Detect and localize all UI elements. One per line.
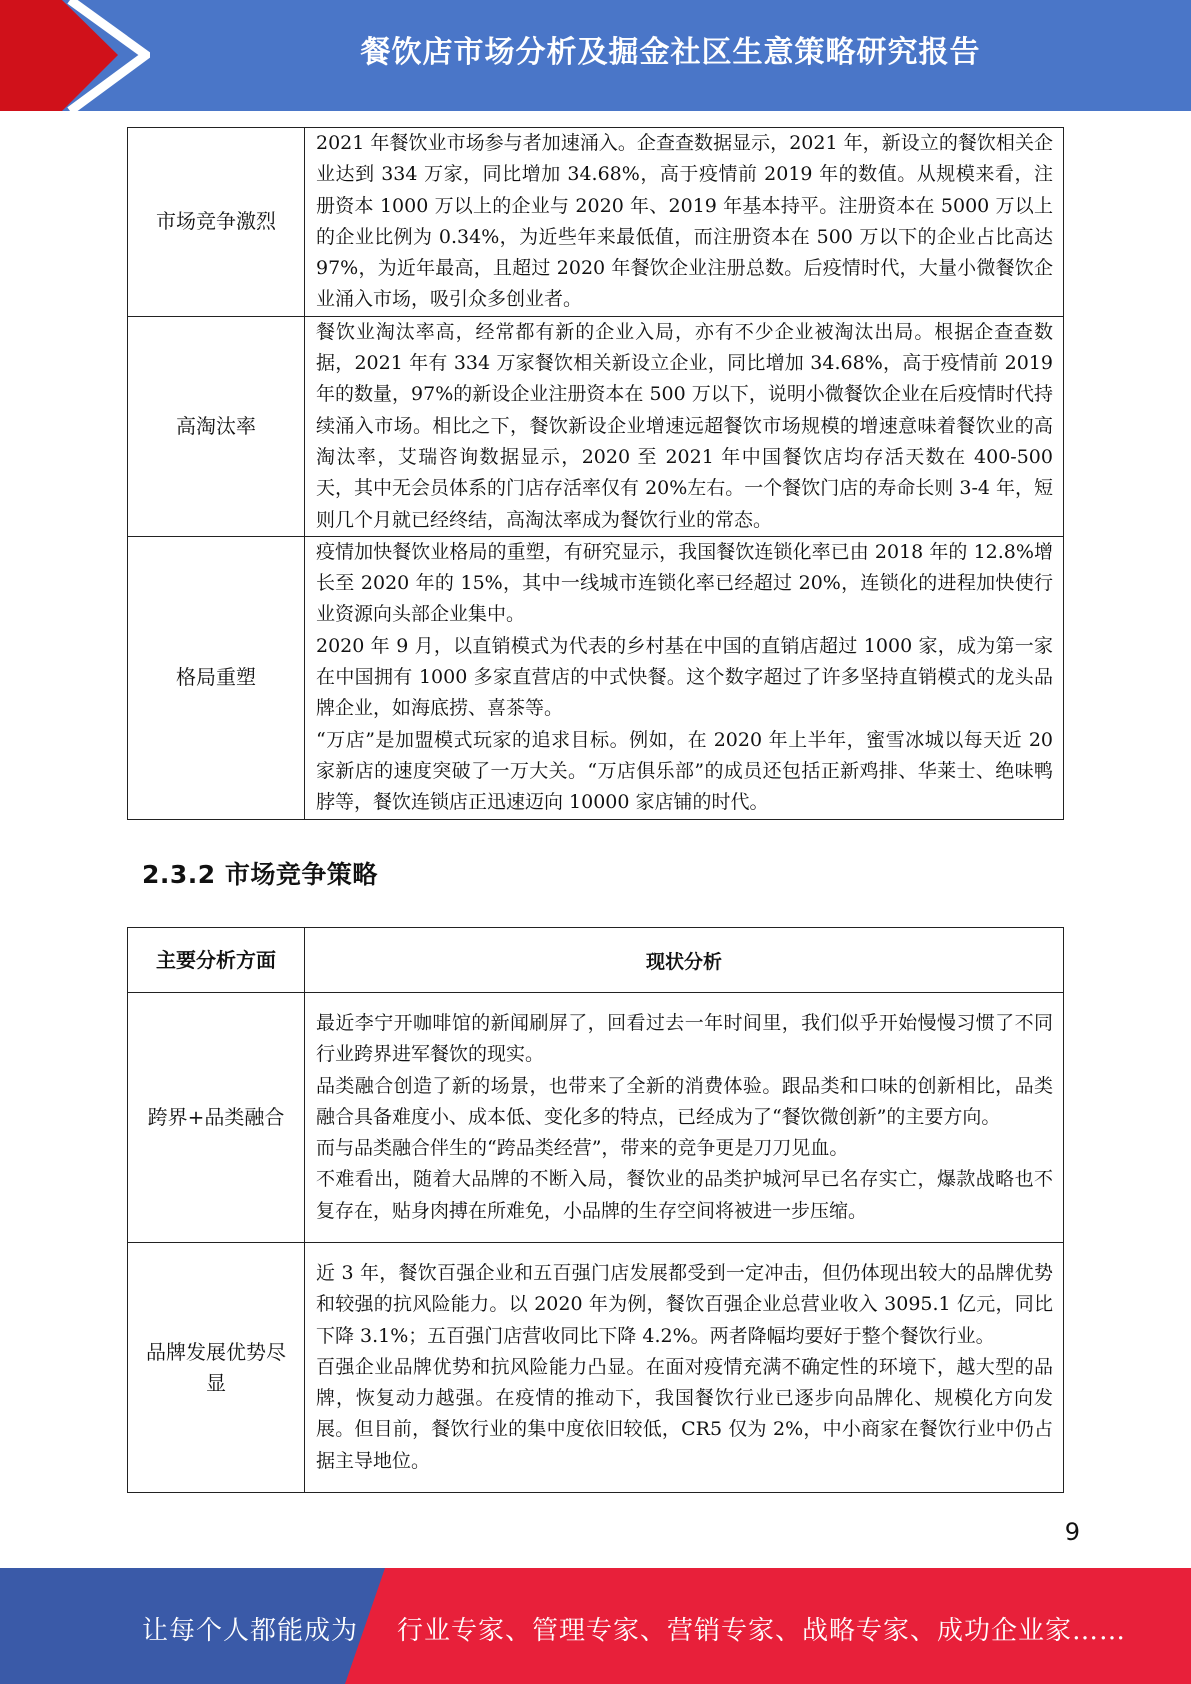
analysis-paragraph: 近 3 年，餐饮百强企业和五百强门店发展都受到一定冲击，但仍体现出较大的品牌优势和较强的抗风险能力。以 2020 年为例，餐饮百强企业总营业收入 3095.1 亿元，同比下降 3.1%；五百强门店营收同比下降 4.2%。两者降幅均要好于整个餐饮行业。 <box>316 1261 1053 1347</box>
aspect-cell: 高淘汰率 <box>128 316 305 536</box>
analysis-paragraph: 2021 年餐饮业市场参与者加速涌入。企查查数据显示，2021 年，新设立的餐饮相关企业达到 334 万家，同比增加 34.68%，高于疫情前 2019 年的数值。从规模来看，注册资本 1000 万以上的企业与 2020 年、2019 年基本持平。注册资本在 5000 万以上的企业比例为 0.34%，为近些年来最低值，而注册资本在 500 万以下的企业占比高达 97%，为近年最高，且超过 2020 年餐饮企业注册总数。后疫情时代，大量小微餐饮企业涌入市场，吸引众多创业者。 <box>316 132 1053 311</box>
report-title: 餐饮店市场分析及掘金社区生意策略研究报告 <box>360 35 981 70</box>
table-row <box>128 1243 1064 1493</box>
header-arrow-decoration <box>0 0 150 111</box>
table-header-row <box>128 928 1064 993</box>
analysis-paragraph: 疫情加快餐饮业格局的重塑，有研究显示，我国餐饮连锁化率已由 2018 年的 12.8%增长至 2020 年的 15%，其中一线城市连锁化率已经超过 20%，连锁化的进程加快使行业资源向头部企业集中。 <box>316 540 1053 626</box>
analysis-paragraph: 百强企业品牌优势和抗风险能力凸显。在面对疫情充满不确定性的环境下，越大型的品牌，恢复动力越强。在疫情的推动下，我国餐饮行业已逐步向品牌化、规模化方向发展。但目前，餐饮行业的集中度依旧较低，CR5 仅为 2%，中小商家在餐饮行业中仍占据主导地位。 <box>316 1355 1053 1472</box>
table-row <box>128 993 1064 1243</box>
analysis-paragraph: 餐饮业淘汰率高，经常都有新的企业入局，亦有不少企业被淘汰出局。根据企查查数据，2021 年有 334 万家餐饮相关新设立企业，同比增加 34.68%，高于疫情前 2019 年的数量，97%的新设企业注册资本在 500 万以下，说明小微餐饮企业在后疫情时代持续涌入市场。相比之下，餐饮新设企业增速远超餐饮市场规模的增速意味着餐饮业的高淘汰率，艾瑞咨询数据显示，2020 至 2021 年中国餐饮店均存活天数在 400-500 天，其中无会员体系的门店存活率仅有 20%左右。一个餐饮门店的寿命长则 3-4 年，短则几个月就已经终结，高淘汰率成为餐饮行业的常态。 <box>316 320 1053 531</box>
analysis-paragraph: 而与品类融合伴生的“跨品类经营”，带来的竞争更是刀刀见血。 <box>316 1137 849 1160</box>
analysis-cell <box>305 993 1064 1243</box>
analysis-paragraph: “万店”是加盟模式玩家的追求目标。例如，在 2020 年上半年，蜜雪冰城以每天近 20 家新店的速度突破了一万大关。“万店俱乐部”的成员还包括正新鸡排、华莱士、绝味鸭脖等，餐饮连锁店正迅速迈向 10000 家店铺的时代。 <box>316 728 1053 814</box>
table-row <box>128 316 1064 536</box>
analysis-cell <box>305 536 1064 819</box>
table-row <box>128 536 1064 819</box>
competition-table <box>127 127 1064 820</box>
aspect-cell: 市场竞争激烈 <box>128 128 305 317</box>
analysis-cell <box>305 1243 1064 1493</box>
section-heading: 2.3.2 市场竞争策略 <box>142 860 378 889</box>
column-header-analysis: 现状分析 <box>305 928 1064 993</box>
table-row <box>128 128 1064 317</box>
analysis-cell <box>305 128 1064 317</box>
page-number: 9 <box>1064 1518 1080 1546</box>
footer-slogan-lead: 让每个人都能成为 <box>142 1616 359 1646</box>
footer-slogan-roles: 行业专家、管理专家、营销专家、战略专家、成功企业家…… <box>397 1616 1127 1646</box>
page-header <box>0 0 1191 111</box>
analysis-cell <box>305 316 1064 536</box>
analysis-paragraph: 2020 年 9 月，以直销模式为代表的乡村基在中国的直销店超过 1000 家，成为第一家在中国拥有 1000 多家直营店的中式快餐。这个数字超过了许多坚持直销模式的龙头品牌企业，如海底捞、喜茶等。 <box>316 634 1053 720</box>
aspect-cell: 品牌发展优势尽显 <box>128 1243 305 1493</box>
column-header-aspect: 主要分析方面 <box>128 928 305 993</box>
analysis-paragraph: 不难看出，随着大品牌的不断入局，餐饮业的品类护城河早已名存实亡，爆款战略也不复存在，贴身肉搏在所难免，小品牌的生存空间将被进一步压缩。 <box>316 1168 1053 1222</box>
aspect-cell: 格局重塑 <box>128 536 305 819</box>
analysis-paragraph: 品类融合创造了新的场景，也带来了全新的消费体验。跟品类和口味的创新相比，品类融合具备难度小、成本低、变化多的特点，已经成为了“餐饮微创新”的主要方向。 <box>316 1074 1053 1128</box>
strategy-table <box>127 927 1064 1493</box>
analysis-paragraph: 最近李宁开咖啡馆的新闻刷屏了，回看过去一年时间里，我们似乎开始慢慢习惯了不同行业跨界进军餐饮的现实。 <box>316 1011 1053 1066</box>
aspect-cell: 跨界+品类融合 <box>128 993 305 1243</box>
